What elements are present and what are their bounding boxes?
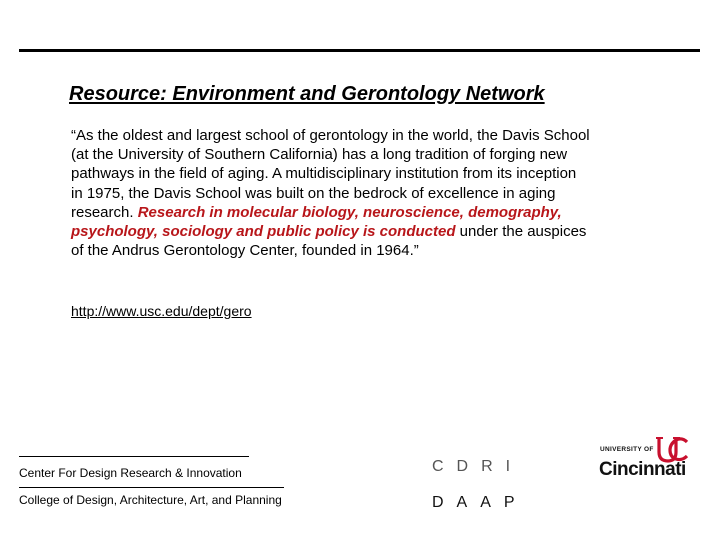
cdri-logo: CDRI <box>432 458 524 475</box>
center-name: Center For Design Research & Innovation <box>19 466 242 480</box>
footer-rule-center <box>19 456 249 457</box>
quote-highlight: Research in molecular biology, neuroscience, demography, psychology, sociology and public policy is conducted <box>71 203 562 241</box>
college-name: College of Design, Architecture, Art, and Planning <box>19 493 282 507</box>
source-link[interactable]: http://www.usc.edu/dept/gero <box>71 303 252 319</box>
quote-text-after: under the auspices of the Andrus Gerontology Center, founded in 1964.” <box>71 223 587 260</box>
footer-rule-college <box>19 487 284 488</box>
uc-logo-wordmark: Cincinnati <box>599 459 686 480</box>
uc-logo-small-text: UNIVERSITY OF <box>600 446 654 453</box>
quote-text-before: “As the oldest and largest school of gerontology in the world, the Davis School (at the University of Southern California) has a long tradition of forging new pathways in the field of aging. A multidisciplinary institution from its inception in 1975, the Davis School was built on the bedrock of excellence in aging research. <box>71 127 590 221</box>
uc-monogram-icon <box>656 436 690 464</box>
quote-paragraph <box>71 126 591 260</box>
top-rule <box>19 49 700 52</box>
daap-logo: DAAP <box>432 494 528 511</box>
slide-title: Resource: Environment and Gerontology Network <box>69 83 545 105</box>
